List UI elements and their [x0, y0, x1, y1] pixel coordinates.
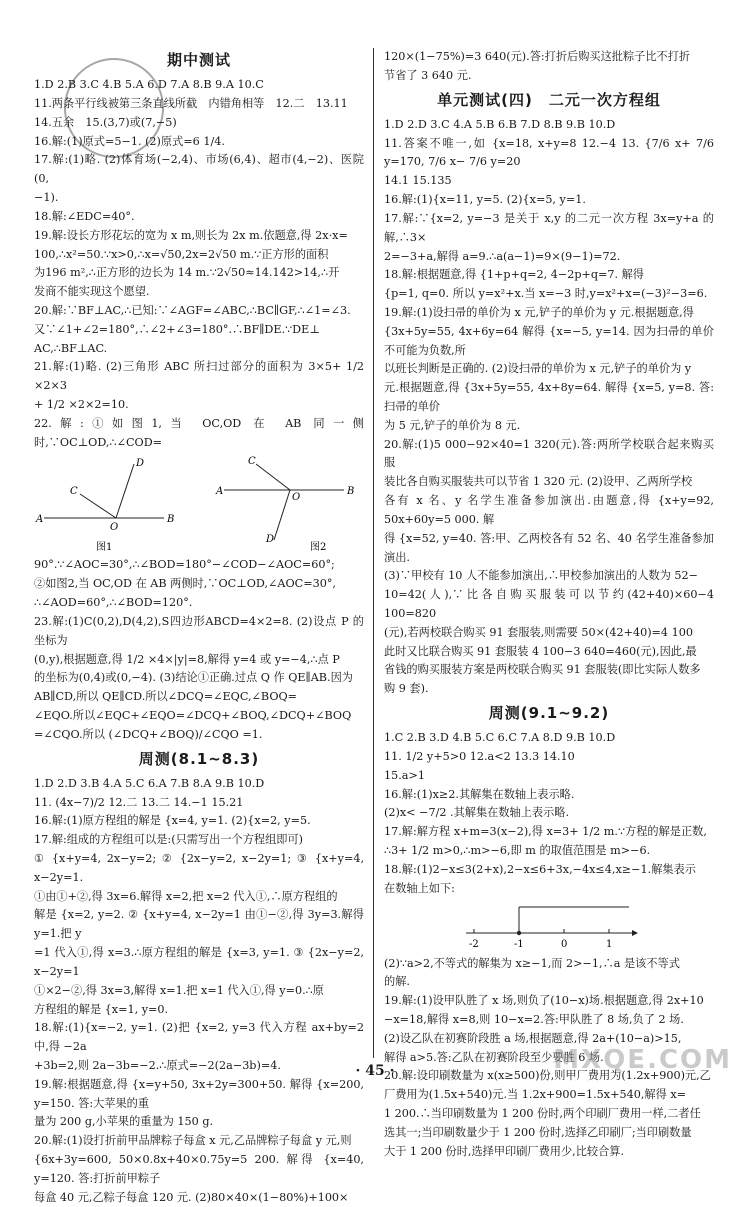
answer-line: 的解.	[384, 975, 410, 989]
page-number: · 45 ·	[355, 1063, 395, 1079]
fig2-label-d: D	[266, 534, 275, 546]
answer-line: (0,y),根据题意,得 1/2 ×4×|y|=8,解得 y=4 或 y=−4,∴点 P	[34, 652, 340, 666]
answer-line: 18.解:(1)2−x≤3(2+x),2−x≤6+3x,−4x≤4,x≥−1.解集表示	[384, 862, 696, 876]
answer-line: ①×2−②,得 3x=3,解得 x=1.把 x=1 代入①,得 y=0.∴原	[34, 983, 324, 997]
answer-line: 11. (4x−7)/2 12.二 13.二 14.−1 15.21	[34, 795, 244, 809]
left-column	[34, 46, 364, 1207]
answer-line: 购 9 套).	[384, 682, 429, 696]
tick-label: -2	[469, 938, 479, 950]
answer-line: 19.解:(1)设扫帚的单价为 x 元,铲子的单价为 y 元.根据题意,得	[384, 305, 694, 319]
answer-line: 大于 1 200 份时,选择甲印刷厂费用少,比较合算.	[384, 1144, 624, 1158]
answer-line: 20.解:(1)设打折前甲品牌粽子每盒 x 元,乙品牌粽子每盒 y 元,则	[34, 1134, 352, 1148]
answer-line: 19.解:(1)设甲队胜了 x 场,则负了(10−x)场.根据题意,得 2x+10	[384, 994, 704, 1008]
fig1-label-d: D	[136, 458, 145, 470]
answer-line: 11. 1/2 y+5>0 12.a<2 13.3 14.10	[384, 750, 575, 763]
figure-2	[215, 456, 354, 553]
answer-line: 以班长判断是正确的. (2)设扫帚的单价为 x 元,铲子的单价为 y	[384, 362, 692, 376]
fig1-label-o: O	[110, 522, 119, 534]
answer-line: 18.解:(1){x=−2, y=1. (2)把 {x=2, y=3 代入方程 ax+by=2 中,得 −2a	[34, 1021, 364, 1054]
answer-line: 得 {x=52, y=40. 答:甲、乙两校各有 52 名、40 名学生准备参加演出.	[384, 531, 714, 564]
arrow-icon	[632, 930, 638, 936]
answer-line: 23.解:(1)C(0,2),D(4,2),S四边形ABCD=4×2=8. (2)设点 P 的坐标为	[34, 614, 364, 647]
solid-point	[517, 930, 521, 934]
answer-line: (2)∵a>2,不等式的解集为 x≥−1,而 2>−1,∴a 是该不等式	[384, 956, 680, 970]
tick-label: 1	[606, 938, 613, 950]
fig1-label-b: B	[167, 514, 175, 526]
answer-line: (3)∵甲校有 10 人不能参加演出,∴甲校参加演出的人数为 52−	[384, 569, 699, 583]
answer-line: 此时又比联合购买 91 套服装 4 100−3 640=460(元),因此,最	[384, 644, 697, 658]
answer-line: 解得 a>5.答:乙队在初赛阶段至少要胜 6 场.	[384, 1050, 604, 1064]
right-column	[384, 48, 714, 1161]
answer-line: 20.解:∵BF⊥AC,∴已知:∵∠AGF=∠ABC,∴BC∥GF,∴∠1=∠3.	[34, 303, 351, 317]
answer-line: {3x+5y=55, 4x+6y=64 解得 {x=−5, y=14. 因为扫帚的单价不可能为负数,所	[384, 324, 714, 357]
answer-line: −x=18,解得 x=8,则 10−x=2.答:甲队胜了 8 场,负了 2 场.	[384, 1012, 684, 1026]
answer-line: =∠CQO.所以 (∠DCQ+∠BOQ)/∠CQO =1.	[34, 727, 263, 741]
section-title-unit-test-4: 单元测试(四) 二元一次方程组	[437, 90, 661, 109]
answer-line: 120×(1−75%)=3 640(元).答:打折后购买这批粽子比不打折	[384, 50, 691, 63]
answer-line: 1.D 2.D 3.C 4.A 5.B 6.B 7.D 8.B 9.B 10.D	[384, 117, 616, 131]
column-divider	[373, 48, 374, 1058]
answer-line: ① {x+y=4, 2x−y=2; ② {2x−y=2, x−2y=1; ③ {x+y=4, x−2y=1.	[34, 852, 364, 884]
answer-line: 18.解:∠EDC=40°.	[34, 209, 135, 223]
answer-line: 在数轴上如下:	[384, 881, 455, 895]
answer-line: AC,∴BF⊥AC.	[34, 341, 108, 355]
section-title-weekly-9: 周测(9.1~9.2)	[488, 704, 610, 722]
answer-line: 1.C 2.B 3.D 4.B 5.C 6.C 7.A 8.D 9.B 10.D	[384, 731, 616, 745]
answer-line: {p=1, q=0. 所以 y=x²+x.当 x=−3 时,y=x²+x=(−3)²−3=6.	[384, 287, 708, 301]
answer-line: ①由①+②,得 3x=6.解得 x=2,把 x=2 代入①,∴原方程组的	[34, 889, 338, 903]
angle-figures	[34, 454, 364, 554]
answer-line: (2)x< −7/2 .其解集在数轴上表示略.	[384, 806, 570, 820]
answer-line: 的坐标为(0,4)或(0,−4). (3)结论①正确.过点 Q 作 QE∥AB.因为	[34, 671, 353, 685]
number-line	[384, 901, 714, 953]
answer-line: 17.解:解方程 x+m=3(x−2),得 x=3+ 1/2 m.∵方程的解是正数,	[384, 825, 707, 839]
answer-line: −1).	[34, 191, 59, 205]
answer-line: {6x+3y=600, 50×0.8x+40×0.75y=5 200. 解得 {x=40, y=120. 答:打折前甲粽子	[34, 1153, 364, 1185]
answer-line: 方程组的解是 {x=1, y=0.	[34, 1002, 169, 1016]
answer-line: 100,∴x²=50.∵x>0,∴x=√50,2x=2√50 m.∵正方形的面积	[34, 247, 329, 261]
answer-line: 16.解:(1)x≥2.其解集在数轴上表示略.	[384, 787, 575, 801]
section-title-midterm: 期中测试	[166, 51, 231, 69]
answer-line: 量为 200 g,小苹果的重量为 150 g.	[34, 1115, 214, 1129]
answer-line: 16.解:(1){x=11, y=5. (2){x=5, y=1.	[384, 193, 586, 207]
answer-line: 省钱的购买服装方案是两校联合购买 91 套服装(即比实际人数多	[384, 663, 701, 677]
answer-line: 为196 m²,∴正方形的边长为 14 m.∵2√50≈14.142>14,∴开	[34, 266, 340, 280]
fig2-label-b: B	[347, 486, 355, 498]
answer-line: 19.解:设长方形花坛的宽为 x m,则长为 2x m.依题意,得 2x·x=	[34, 228, 348, 242]
answer-line: (2)设乙队在初赛阶段胜 a 场,根据题意,得 2a+(10−a)>15,	[384, 1031, 682, 1045]
answer-line: 节省了 3 640 元.	[384, 68, 472, 82]
answer-line: +3b=2,则 2a−3b=−2.∴原式=−2(2a−3b)=4.	[34, 1058, 281, 1072]
answer-line: 解是 {x=2, y=2. ② {x+y=4, x−2y=1 由①−②,得 3y=3.解得 y=1.把 y	[34, 908, 364, 941]
answer-line: 1 200.∴当印刷数量为 1 200 份时,两个印刷厂费用一样,二者任	[384, 1107, 701, 1120]
answer-line: 1.D 2.B 3.C 4.B 5.A 6.D 7.A 8.B 9.A 10.C	[34, 78, 264, 92]
answer-line: 21.解:(1)略. (2)三角形 ABC 所扫过部分的面积为 3×5+ 1/2 ×2×3	[34, 360, 364, 393]
answer-line: 22.解:①如图1,当 OC,OD 在 AB 同一侧时,∵OC⊥OD,∴∠COD=	[34, 416, 364, 449]
fig1-label-a: A	[36, 514, 44, 526]
answer-line: AB∥CD,所以 QE∥CD.所以∠DCQ=∠EQC,∠BOQ=	[34, 690, 298, 704]
fig1-label-c: C	[70, 486, 78, 498]
answer-line: ∠EQO.所以∠EQC+∠EQO=∠DCQ+∠BOQ,∠DCQ+∠BOQ	[34, 708, 352, 722]
answer-line: =1 代入①,得 x=3.∴原方程组的解是 {x=3, y=1. ③ {2x−y=2, x−2y=1	[34, 946, 364, 978]
answer-line: 发商不能实现这个愿望.	[34, 285, 150, 299]
answer-line: 19.解:根据题意,得 {x=y+50, 3x+2y=300+50. 解得 {x=200, y=150. 答:大苹果的重	[34, 1077, 364, 1110]
section-title-weekly-8: 周测(8.1~8.3)	[138, 749, 260, 768]
watermark: MXQE.COM	[553, 1045, 732, 1076]
answer-line: 16.解:(1)原方程组的解是 {x=4, y=1. (2){x=2, y=5.	[34, 814, 311, 828]
answer-line: + 1/2 ×2×2=10.	[34, 398, 129, 411]
fig2-label-a: A	[216, 486, 224, 498]
answer-line: 各有 x 名、y 名学生准备参加演出.由题意,得 {x+y=92, 50x+60y=5 000. 解	[384, 494, 714, 526]
figure-1	[35, 458, 174, 553]
answer-line: (元),若两校联合购买 91 套服装,则需要 50×(42+40)=4 100	[384, 625, 693, 639]
answer-line: 10=42(人),∵比各自购买服装可以节约(42+40)×60−4 100=820	[384, 588, 714, 620]
fig2-label-o: O	[292, 492, 301, 504]
answer-line: 厂费用为(1.5x+540)元.当 1.2x+900=1.5x+540,解得 x=	[384, 1088, 686, 1102]
answer-line: 为 5 元,铲子的单价为 8 元.	[384, 418, 521, 432]
answer-line: 装比各自购买服装共可以节省 1 320 元. (2)设甲、乙两所学校	[384, 475, 693, 489]
answer-line: 17.解:组成的方程组可以是:(只需写出一个方程组即可)	[34, 833, 303, 847]
answer-line: 选其一;当印刷数量少于 1 200 份时,选择乙印刷厂;当印刷数量	[384, 1125, 692, 1139]
answer-line: 16.解:(1)原式=5−1. (2)原式=6 1/4.	[34, 134, 225, 148]
fig1-caption: 图1	[96, 542, 113, 554]
answer-line: 元.根据题意,得 {3x+5y=55, 4x+8y=64. 解得 {x=5, y=8. 答:扫帚的单价	[384, 381, 714, 413]
answer-line: 2=−3+a,解得 a=9.∴a(a−1)=9×(9−1)=72.	[384, 249, 621, 263]
answer-line: ②如图2,当 OC,OD 在 AB 两侧时,∵OC⊥OD,∠AOC=30°,	[34, 577, 336, 591]
answer-line: 11.两条平行线被第三条直线所截 内错角相等 12.二 13.11	[34, 97, 348, 110]
answer-line: 每盒 40 元,乙粽子每盒 120 元. (2)80×40×(1−80%)+100×	[34, 1190, 349, 1204]
fig2-caption: 图2	[310, 542, 327, 554]
answer-line: 17.解:∵{x=2, y=−3 是关于 x,y 的二元一次方程 3x=y+a 的解,∴3×	[384, 211, 714, 244]
answer-line: 14.1 15.135	[384, 174, 452, 188]
answer-line: 15.a>1	[384, 768, 425, 782]
answer-line: 17.解:(1)略. (2)体育场(−2,4)、市场(6,4)、超市(4,−2)、医院(0,	[34, 153, 364, 186]
answer-line: 11.答案不唯一,如 {x=18, x+y=8 12.−4 13. {7/6 x+ 7/6 y=170, 7/6 x− 7/6 y=20	[384, 136, 714, 169]
answer-line: 又∵∠1+∠2=180°,∴∠2+∠3=180°.∴BF∥DE.∵DE⊥	[34, 322, 320, 336]
answer-line: ∴∠AOD=60°,∴∠BOD=120°.	[34, 596, 193, 610]
answer-line: 90°.∵∠AOC=30°,∴∠BOD=180°−∠COD−∠AOC=60°;	[34, 558, 335, 572]
answer-line: 20.解:(1)5 000−92×40=1 320(元).答:两所学校联合起来购买服	[384, 437, 714, 470]
answer-line: 18.解:根据题意,得 {1+p+q=2, 4−2p+q=7. 解得	[384, 268, 644, 282]
answer-line: 1.D 2.D 3.B 4.A 5.C 6.A 7.B 8.A 9.B 10.D	[34, 776, 265, 790]
answer-line: ∴3+ 1/2 m>0,∴m>−6,即 m 的取值范围是 m>−6.	[384, 844, 651, 858]
fig2-label-c: C	[248, 456, 256, 468]
tick-label: 0	[561, 938, 568, 950]
answer-line: 20.解:设印刷数量为 x(x≥500)份,则甲厂费用为(1.2x+900)元,乙	[384, 1069, 711, 1083]
answer-line: 14.五余 15.(3,7)或(7,−5)	[34, 115, 177, 129]
tick-label: -1	[514, 938, 524, 950]
